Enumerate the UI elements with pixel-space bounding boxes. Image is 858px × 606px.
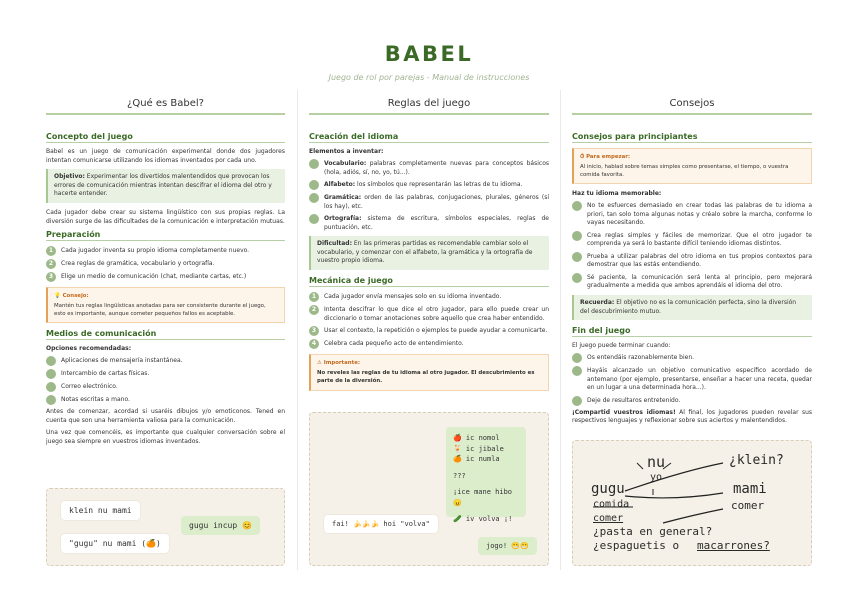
paragraph: Una vez que comencéis, es importante que cualquier conversación sobre el juego sea siempre en vuestros idiomas inventados. (46, 429, 285, 445)
difficulty-label: Dificultad: (317, 240, 352, 248)
list-item-text: No te esfuerces demasiado en crear todas las palabras de tu idioma a priori, tan solo toma algunas notas y créalo sobre la marcha, conforme lo vayas necesitando. (587, 202, 812, 227)
list-item-text: Crea reglas de gramática, vocabulario y ortografía. (61, 260, 215, 268)
subheading: Opciones recomendadas: (46, 345, 132, 353)
section-heading: Consejos para principiantes (572, 132, 812, 143)
step-number: 2 (309, 305, 319, 315)
list-item (46, 259, 285, 269)
page-subtitle: Juego de rol por parejas - Manual de instrucciones (328, 73, 530, 82)
bullet-icon (572, 396, 582, 406)
list-item (46, 382, 285, 392)
chat-bubble: "gugu" nu mami (🍊) (61, 534, 169, 553)
list-item (572, 252, 812, 270)
paragraph (572, 409, 812, 426)
lightbulb-icon: 💡 (54, 293, 63, 300)
item-label: Ortografía: (324, 215, 362, 223)
list-item (309, 214, 549, 232)
bullet-icon (46, 356, 56, 366)
list-item-text: Elige un medio de comunicación (chat, mediante cartas, etc.) (61, 273, 247, 281)
word-map-illustration (572, 440, 812, 566)
bullet-icon (46, 369, 56, 379)
list-item (309, 180, 549, 190)
list-item-text: Cada jugador inventa su propio idioma completamente nuevo. (61, 247, 250, 255)
subheading: Elementos a inventar: (309, 148, 384, 155)
word-pasta: ¿pasta en general? (593, 525, 713, 538)
tip-text: Mantén tus reglas lingüísticas anotadas para ser consistente durante el juego, esto es importante, aunque cometer pequeños fallos es aceptable. (54, 303, 266, 318)
final-label: ¡Compartid vuestros idiomas! (572, 408, 676, 416)
chat-line: ??? (453, 471, 466, 480)
word-comer: comer (593, 513, 624, 524)
bullet-icon (46, 395, 56, 405)
word-macarrones: macarrones? (697, 539, 770, 552)
word-gugu: gugu (591, 481, 625, 497)
chat-bubble: fai! 🍌🍌🍌 hoi "volva" (324, 515, 438, 533)
paragraph: Babel es un juego de comunicación experimental donde dos jugadores intentan comunicarse utilizando los idiomas inventados por cada uno. (46, 148, 285, 164)
difficulty-text: En las primeras partidas es recomendable cambiar solo el vocabulario, y comenzar con el alfabeto, la gramática y la ortografía de vuestro propio idioma. (317, 240, 533, 265)
item-text: orden de las palabras, conjugaciones, plurales, géneros (sí los hay), etc. (324, 194, 549, 210)
list-item-text: Aplicaciones de mensajería instantánea. (61, 357, 183, 365)
list-item (572, 396, 812, 406)
list-item-text: Os entendáis razonablemente bien. (587, 354, 695, 362)
list-item-text (324, 193, 549, 211)
column-title: Consejos (572, 90, 812, 115)
section-heading: Mecánica de juego (309, 276, 549, 287)
word-comer-translation: comer (731, 499, 765, 512)
word-nu: nu (647, 453, 666, 471)
list-item-text (324, 180, 549, 190)
item-text: sistema de escritura, símbolos especiales, reglas de puntuación, etc. (324, 215, 549, 231)
start-label (580, 153, 805, 161)
start-tip-box (572, 148, 812, 184)
tip-label (54, 292, 278, 300)
list-item-text (324, 214, 549, 232)
chat-line: 🥒 iv volva ¡! (453, 515, 513, 523)
word-klein: ¿klein? (729, 453, 784, 468)
column-title: ¿Qué es Babel? (46, 90, 285, 115)
subheading: Haz tu idioma memorable: (572, 190, 662, 198)
item-label: Alfabeto: (324, 181, 356, 189)
chat-illustration (309, 412, 549, 566)
column-divider (560, 90, 561, 570)
start-text: Al inicio, hablad sobre temas simples como presentarse, el tiempo, o vuestra comida favorita. (580, 164, 789, 179)
list-item-text: Intercambio de cartas físicas. (61, 370, 150, 378)
list-item (572, 273, 812, 291)
step-number: 1 (309, 292, 319, 302)
bullet-icon (572, 366, 582, 376)
list-item (46, 369, 285, 379)
list-item-text: Deje de resultaros entretenido. (587, 396, 681, 404)
list-item-text: Hayáis alcanzado un objetivo comunicativo específico acordado de antemano (por ejemplo, presentarse, enseñar a hacer una receta, quedar en un lugar a una determinada hora...). (587, 367, 812, 392)
page-title: BABEL (384, 42, 474, 66)
step-number: 4 (309, 339, 319, 349)
objective-label: Objetivo: (54, 173, 85, 181)
page-header (0, 42, 858, 82)
item-label: Gramática: (324, 194, 362, 202)
chat-illustration (46, 488, 285, 566)
bullet-icon (309, 193, 319, 203)
remember-box (572, 295, 812, 320)
warning-label-text: Importante: (323, 360, 361, 367)
arrow-line (625, 463, 723, 491)
step-number: 1 (46, 246, 56, 256)
chat-bubble-reply: jogo! 😁😁 (478, 537, 537, 555)
warning-icon: ⚠ (317, 360, 324, 367)
remember-text: El objetivo no es la comunicación perfecta, sino la diversión del descubrimiento mutuo. (580, 298, 797, 315)
warning-text: No reveles las reglas de tu idioma al otro jugador. El descubrimiento es parte de la diversión. (317, 370, 535, 385)
item-text: palabras completamente nuevas para conceptos básicos (hola, adiós, sí, no, yo, tú...). (324, 160, 549, 176)
list-item-text: Crea reglas simples y fáciles de memorizar. Que el otro jugador te comprenda ya será lo bastante difícil teniendo idiomas distintos. (587, 231, 812, 248)
clock-icon: ⏱ (580, 154, 587, 160)
arrow-line (663, 509, 723, 523)
section-heading: Preparación (46, 230, 285, 241)
list-item (309, 159, 549, 177)
bullet-icon (309, 180, 319, 190)
list-item-text: Usar el contexto, la repetición o ejemplos te puede ayudar a comunicarte. (324, 327, 548, 335)
list-item (46, 272, 285, 282)
objective-text: Experimentar los divertidos malentendidos que provocan los errores de comunicación mientras intentan descifrar el idioma del otro y hacerte entender. (54, 173, 272, 198)
final-text: Al final, los jugadores pueden revelar sus respectivos lenguajes y reflexionar sobre sus aciertos y malentendidos. (572, 408, 812, 425)
section-heading: Concepto del juego (46, 132, 285, 143)
list-item-text: Celebra cada pequeño acto de entendimiento. (324, 340, 464, 348)
word-mami: mami (733, 481, 767, 497)
list-item-text: Prueba a utilizar palabras del otro idioma en tus propios contextos para demostrar que las estás entendiendo. (587, 252, 812, 269)
list-item (46, 356, 285, 366)
objective-box (46, 169, 285, 203)
list-item-text: Cada jugador envía mensajes solo en su idioma inventado. (324, 293, 502, 301)
list-item (46, 246, 285, 256)
bullet-icon (572, 353, 582, 363)
ray-line (637, 463, 643, 469)
chat-line: 🍹 ic jibale (453, 444, 504, 453)
bullet-icon (309, 214, 319, 224)
item-label: Vocabulario: (324, 160, 367, 167)
word-comida: comida (593, 499, 630, 510)
arrow-line (625, 493, 723, 498)
bullet-icon (572, 252, 582, 262)
tip-label-text: Consejo: (62, 293, 89, 300)
paragraph: Antes de comenzar, acordad si usaréis dibujos y/o emoticonos. Tened en cuenta que son una herramienta valiosa para la comunicación. (46, 408, 285, 424)
column-divider (297, 90, 298, 570)
warning-label (317, 359, 542, 367)
word-yo: yo (650, 472, 663, 483)
start-label-text: Para empezar: (586, 154, 631, 160)
section-heading: Medios de comunicación (46, 329, 285, 340)
chat-line: 🍎 ic nomol (453, 434, 500, 442)
column-title: Reglas del juego (309, 90, 549, 115)
chat-line: 🍊 ic numla (453, 455, 500, 463)
step-number: 3 (309, 326, 319, 336)
chat-bubble: klein nu mami (61, 501, 140, 520)
bullet-icon (572, 231, 582, 241)
list-item (572, 353, 812, 363)
list-item-text: Intenta descifrar lo que dice el otro jugador, para ello puede crear un diccionario o tomar anotaciones sobre aquello que crea haber entendido. (324, 306, 549, 322)
list-item (309, 339, 549, 349)
chat-bubble-reply: gugu incup 😊 (181, 516, 260, 535)
list-item-text: Sé paciente, la comunicación será lenta al principio, pero mejorará gradualmente a medida que ambos aprendáis el idioma del otro. (587, 273, 812, 290)
bullet-icon (572, 273, 582, 283)
list-item (309, 193, 549, 211)
list-item (572, 201, 812, 228)
difficulty-box (309, 236, 549, 270)
list-item (572, 366, 812, 393)
list-item-text (324, 159, 549, 177)
list-item (309, 326, 549, 336)
list-item (46, 395, 285, 405)
section-heading: Creación del idioma (309, 132, 549, 143)
list-item (309, 305, 549, 323)
bullet-icon (46, 382, 56, 392)
item-text: los símbolos que representarán las letras de tu idioma. (355, 181, 523, 189)
bullet-icon (572, 201, 582, 211)
list-item-text: Correo electrónico. (61, 383, 118, 391)
paragraph: Cada jugador debe crear su sistema lingüístico con sus propias reglas. La diversión surge de las dificultades de la comunicación e interpretación mutuas. (46, 209, 285, 225)
step-number: 2 (46, 259, 56, 269)
warning-box (309, 354, 549, 390)
step-number: 3 (46, 272, 56, 282)
section-heading: Fin del juego (572, 326, 812, 337)
list-item (572, 231, 812, 249)
chat-line: ¡ice mane hibo 😠 (453, 488, 513, 507)
chat-bubble-reply (446, 427, 526, 523)
list-item-text: Notas escritas a mano. (61, 396, 130, 404)
word-espaguetis: ¿espaguetis o (593, 539, 680, 552)
subheading: El juego puede terminar cuando: (572, 342, 671, 350)
tip-box (46, 287, 285, 323)
list-item (309, 292, 549, 302)
remember-label: Recuerda: (580, 298, 615, 306)
bullet-icon (309, 159, 319, 169)
